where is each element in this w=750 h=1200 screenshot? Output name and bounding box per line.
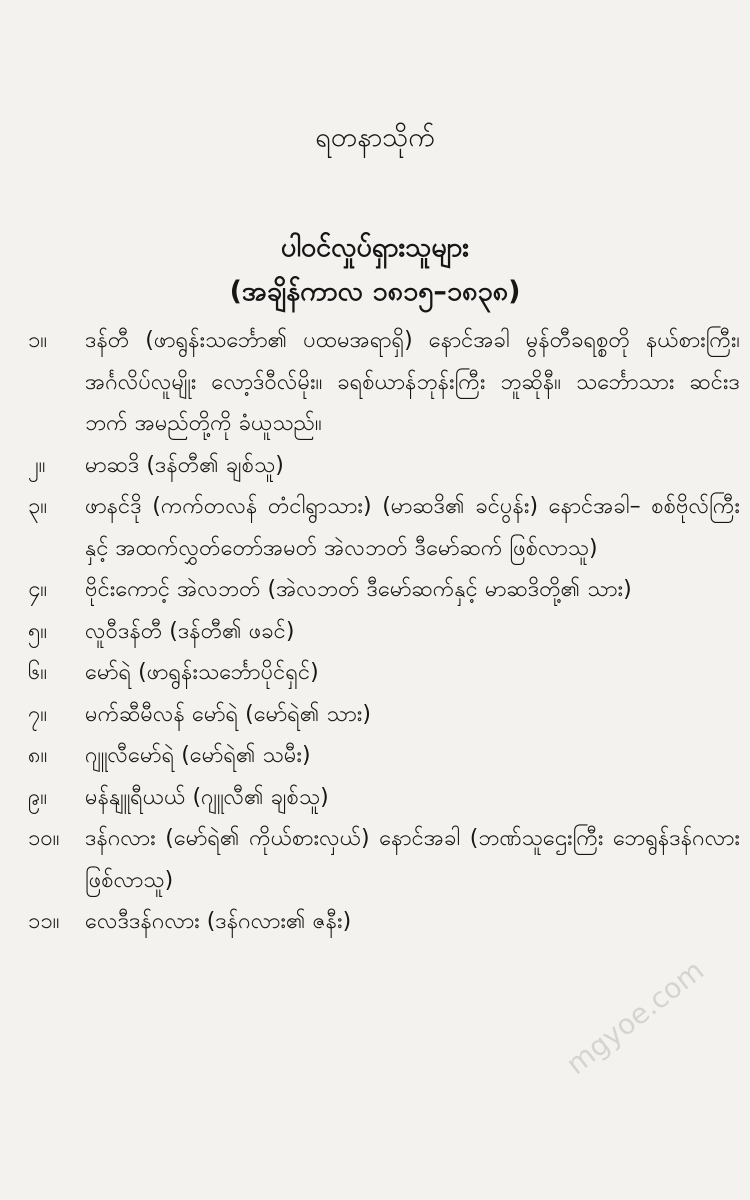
entry-text: ဂျူလီမော်ရဲ (မော်ရဲ၏ သမီး): [85, 743, 311, 768]
entry-number: ၉။: [28, 784, 48, 810]
entry-text: လူဝီဒန်တီ (ဒန်တီ၏ ဖခင်): [85, 618, 295, 644]
entry-number: ၂။: [28, 452, 46, 478]
list-item: [28, 445, 740, 487]
list-item: [28, 652, 740, 694]
entry-text: ဒန်ဂလား (မော်ရဲ၏ ကိုယ်စားလှယ်) နောင်အခါ (ဘဏ်သူဌေးကြီး ဘေရွန်ဒန်ဂလား ဖြစ်လာသူ): [85, 826, 740, 893]
entry-number: ၇။: [28, 701, 48, 727]
list-item: [28, 486, 740, 569]
list-item: [28, 320, 740, 445]
book-title: ရတနာသိုက်: [315, 122, 435, 153]
entry-text: မော်ရဲ (ဖာရွန်းသင်္ဘောပိုင်ရှင်): [85, 660, 319, 685]
entry-text: မန်နျူရီယယ် (ဂျူလီ၏ ချစ်သူ): [85, 784, 329, 810]
watermark: mgyoe.com: [560, 953, 711, 1082]
entry-number: ၁၀။: [28, 826, 60, 851]
entry-number: ၆။: [28, 660, 48, 685]
cast-heading: ပါဝင်လှုပ်ရှားသူများ: [280, 232, 470, 263]
entry-text: မာဆဒိ (ဒန်တီ၏ ချစ်သူ): [85, 452, 284, 478]
entry-text: ဒန်တီ (ဖာရွန်းသင်္ဘော၏ ပထမအရာရှိ) နောင်အခါ မွန်တီခရစ္စတို နယ်စားကြီး၊ အင်္ဂလိပ်လူမျိုး လော့ဒ်ဝီလ်မိုး။ ခရစ်ယာန်ဘုန်းကြီး ဘူဆိုနီ။ သင်္ဘောသား ဆင်းဒဘက် အမည်တို့ကို ခံယူသည်။: [85, 328, 740, 436]
list-item: [28, 777, 740, 819]
period-subheading: (အချိန်ကာလ ၁၈၁၅–၁၈၃၈): [229, 276, 521, 307]
entry-number: ၁။: [28, 328, 48, 353]
entry-number: ၁၁။: [28, 909, 60, 934]
list-item: [28, 735, 740, 777]
list-item: [28, 818, 740, 901]
entry-number: ၅။: [28, 618, 48, 644]
list-item: [28, 694, 740, 736]
list-item: [28, 901, 740, 943]
entry-number: ၃။: [28, 494, 48, 519]
entry-number: ၄။: [28, 577, 48, 602]
cast-list: [28, 320, 740, 943]
list-item: [28, 611, 740, 653]
entry-text: ဗိုင်းကောင့် အဲလဘတ် (အဲလဘတ် ဒီမော်ဆက်နှင့် မာဆဒိတို့၏ သား): [85, 577, 632, 602]
list-item: [28, 569, 740, 611]
entry-number: ၈။: [28, 743, 48, 768]
entry-text: လေဒီဒန်ဂလား (ဒန်ဂလား၏ ဇနီး): [85, 909, 352, 934]
entry-text: ဖာနင်ဒို (ကက်တလန် တံငါရွာသား) (မာဆဒိ၏ ခင်ပွန်း) နောင်အခါ– စစ်ဗိုလ်ကြီးနှင့် အထက်လွှတ်တော်အမတ် အဲလဘတ် ဒီမော်ဆက် ဖြစ်လာသူ): [85, 494, 740, 561]
entry-text: မက်ဆီမီလန် မော်ရဲ (မော်ရဲ၏ သား): [85, 701, 371, 727]
